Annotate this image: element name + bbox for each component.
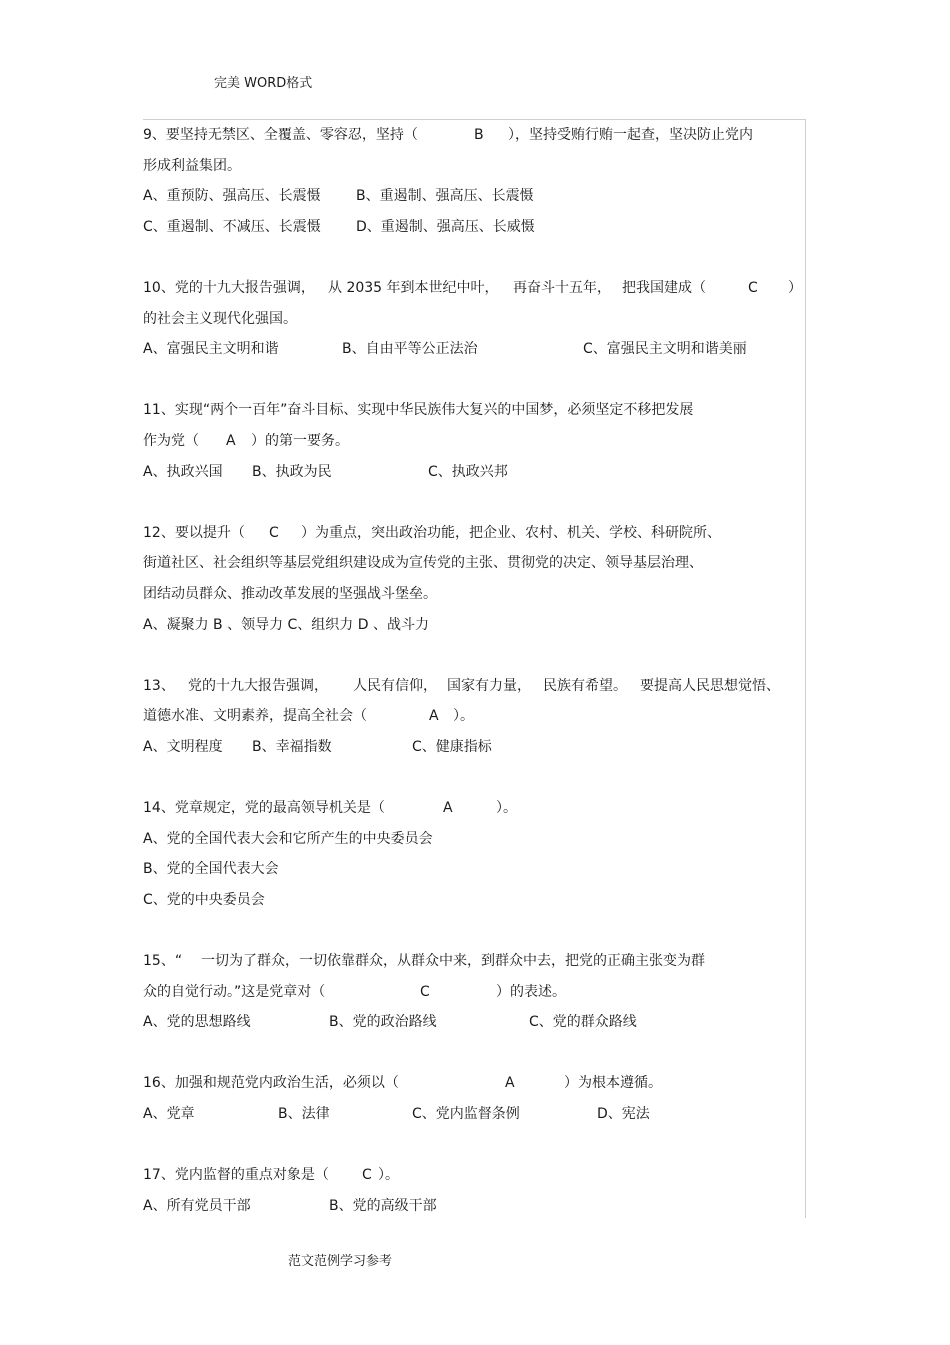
q17-option-a: A、所有党员干部 xyxy=(143,1197,251,1214)
q14-option-c-row xyxy=(143,885,808,916)
q9-option-b: B、重遏制、强高压、长震慑 xyxy=(356,188,534,205)
q10-stem-part-4: 把我国建成（ xyxy=(622,279,706,296)
q17-option-b: B、党的高级干部 xyxy=(329,1197,437,1214)
q15-answer: C xyxy=(420,983,430,1000)
document-body xyxy=(143,120,808,1221)
q13-stem-part-8: ）。 xyxy=(453,708,474,725)
q16-option-a: A、党章 xyxy=(143,1106,195,1122)
q16-line-1 xyxy=(143,1068,808,1099)
q13-line-1 xyxy=(143,671,808,702)
q13-stem-part-5: 民族有希望。 xyxy=(543,677,627,694)
q13-stem-part-3: 人民有信仰， xyxy=(353,677,437,694)
q14-stem-part-1: 14、党章规定，党的最高领导机关是（ xyxy=(143,800,385,817)
q13-stem-part-6: 要提高人民思想觉悟、 xyxy=(640,677,780,694)
q9-option-a: A、重预防、强高压、长震慑 xyxy=(143,188,321,205)
q9-stem-part-1: 9、要坚持无禁区、全覆盖、零容忍，坚持（ xyxy=(143,127,418,143)
q13-answer: A xyxy=(429,708,439,725)
q11-stem-part-2: 作为党（ xyxy=(143,432,199,449)
q12-line-3 xyxy=(143,579,808,610)
q15-stem-part-3: 众的自觉行动。”这是党章对（ xyxy=(143,983,326,1000)
q13-option-b: B、幸福指数 xyxy=(252,738,332,755)
q16-option-d: D、宪法 xyxy=(597,1106,650,1122)
q9-options-row-2 xyxy=(143,212,808,243)
q13-option-a: A、文明程度 xyxy=(143,738,223,755)
q14-option-a: A、党的全国代表大会和它所产生的中央委员会 xyxy=(143,830,433,847)
q11-option-c: C、执政兴邦 xyxy=(428,463,508,480)
q15-line-2 xyxy=(143,977,808,1008)
q15-stem-part-4: ）的表述。 xyxy=(496,983,566,1000)
q11-option-a: A、执政兴国 xyxy=(143,463,223,480)
q14-answer: A xyxy=(443,800,453,817)
q15-stem-part-2: 一切为了群众，一切依靠群众，从群众中来，到群众中去，把党的正确主张变为群 xyxy=(201,953,705,970)
q11-options-row xyxy=(143,457,808,488)
q11-line-1 xyxy=(143,395,808,426)
q14-option-b: B、党的全国代表大会 xyxy=(143,861,279,878)
q10-line-2 xyxy=(143,304,808,335)
q15-line-1 xyxy=(143,946,808,977)
page-footer: 范文范例学习参考 xyxy=(288,1254,393,1269)
q15-stem-part-1: 15、“ xyxy=(143,953,183,970)
q15-options-row xyxy=(143,1007,808,1038)
q10-stem-part-3: 再奋斗十五年， xyxy=(513,279,611,296)
q17-stem-part-2: ）。 xyxy=(378,1167,399,1184)
q13-line-2 xyxy=(143,701,808,732)
q13-stem-part-4: 国家有力量， xyxy=(447,677,531,694)
q14-option-a-row xyxy=(143,824,808,855)
q10-option-a: A、富强民主文明和谐 xyxy=(143,341,279,358)
q17-stem-part-1: 17、党内监督的重点对象是（ xyxy=(143,1167,329,1184)
q16-options-row xyxy=(143,1099,808,1130)
q15-option-b: B、党的政治路线 xyxy=(329,1014,437,1031)
q10-stem-part-6: 的社会主义现代化强国。 xyxy=(143,310,297,327)
q9-option-d: D、重遏制、强高压、长威慑 xyxy=(356,218,535,235)
q9-stem-part-2: ），坚持受贿行贿一起查，坚决防止党内 xyxy=(508,127,753,143)
q10-stem-part-1: 10、党的十九大报告强调， xyxy=(143,279,315,296)
q16-stem-part-1: 16、加强和规范党内政治生活，必须以（ xyxy=(143,1075,399,1092)
q9-answer: B xyxy=(474,127,484,143)
q10-stem-part-5: ） xyxy=(788,279,802,296)
q10-line-1 xyxy=(143,273,808,304)
q11-line-2 xyxy=(143,426,808,457)
q14-option-b-row xyxy=(143,854,808,885)
q17-options-row xyxy=(143,1191,808,1222)
q9-line-1 xyxy=(143,120,808,151)
q10-option-c: C、富强民主文明和谐美丽 xyxy=(583,341,747,358)
page-header: 完美 WORD格式 xyxy=(214,76,313,91)
q16-option-c: C、党内监督条例 xyxy=(412,1106,520,1122)
q12-options: A、凝聚力 B 、领导力 C、组织力 D 、战斗力 xyxy=(143,616,429,633)
q12-answer: C xyxy=(269,524,279,541)
q17-answer: C xyxy=(362,1167,372,1184)
q12-line-1 xyxy=(143,518,808,549)
q10-option-b: B、自由平等公正法治 xyxy=(342,341,478,358)
q13-stem-part-2: 党的十九大报告强调， xyxy=(188,677,328,694)
q13-option-c: C、健康指标 xyxy=(412,738,492,755)
q14-stem-part-2: ）。 xyxy=(496,800,517,817)
q14-option-c: C、党的中央委员会 xyxy=(143,891,265,908)
q13-stem-part-7: 道德水准、文明素养，提高全社会（ xyxy=(143,708,367,725)
q12-options-row xyxy=(143,610,808,641)
q16-answer: A xyxy=(505,1075,515,1092)
q17-line-1 xyxy=(143,1160,808,1191)
q9-options-row-1 xyxy=(143,181,808,212)
q9-stem-part-3: 形成利益集团。 xyxy=(143,157,241,174)
q14-line-1 xyxy=(143,793,808,824)
q15-option-c: C、党的群众路线 xyxy=(529,1014,637,1031)
q12-stem-part-2: ）为重点，突出政治功能，把企业、农村、机关、学校、科研院所、 xyxy=(301,524,721,541)
q12-stem-part-1: 12、要以提升（ xyxy=(143,524,245,541)
q12-stem-part-4: 团结动员群众、推动改革发展的坚强战斗堡垒。 xyxy=(143,585,437,602)
q11-option-b: B、执政为民 xyxy=(252,463,332,480)
q10-answer: C xyxy=(748,279,758,296)
q16-option-b: B、法律 xyxy=(278,1106,330,1122)
q11-answer: A xyxy=(226,432,236,449)
q16-stem-part-2: ）为根本遵循。 xyxy=(564,1075,662,1092)
q9-option-c: C、重遏制、不减压、长震慑 xyxy=(143,218,321,235)
q12-stem-part-3: 街道社区、社会组织等基层党组织建设成为宣传党的主张、贯彻党的决定、领导基层治理、 xyxy=(143,555,703,572)
q9-line-2 xyxy=(143,151,808,182)
q12-line-2 xyxy=(143,548,808,579)
q10-stem-part-2: 从 2035 年到本世纪中叶， xyxy=(328,279,499,296)
q10-options-row xyxy=(143,334,808,365)
q13-stem-part-1: 13、 xyxy=(143,677,175,694)
q11-stem-part-3: ）的第一要务。 xyxy=(251,432,349,449)
q13-options-row xyxy=(143,732,808,763)
q15-option-a: A、党的思想路线 xyxy=(143,1014,251,1031)
q11-stem-part-1: 11、实现“两个一百年”奋斗目标、实现中华民族伟大复兴的中国梦，必须坚定不移把发展 xyxy=(143,402,694,419)
